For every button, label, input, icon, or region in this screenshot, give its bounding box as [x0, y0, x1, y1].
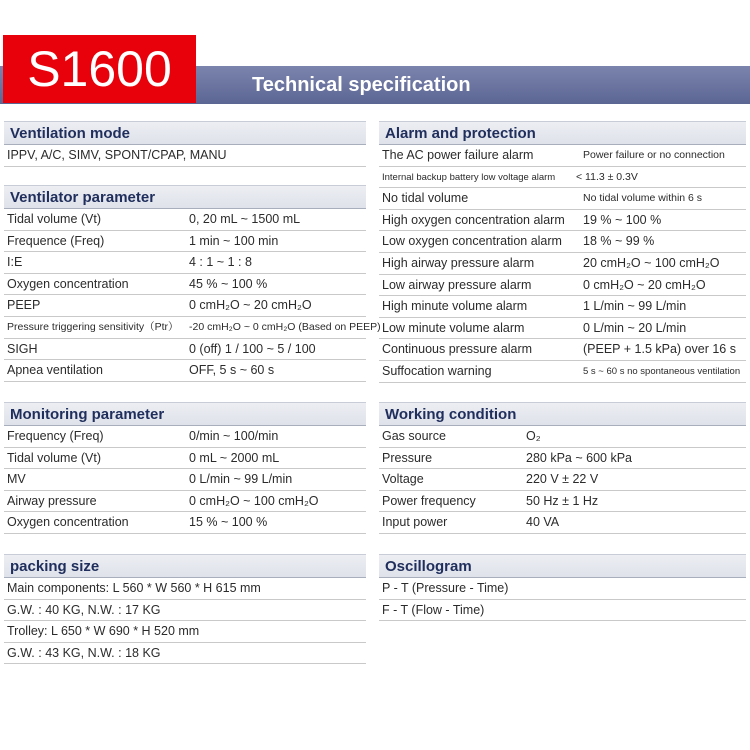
table-row	[4, 469, 366, 491]
packing-size-section	[4, 554, 366, 664]
condition-name: Input power	[382, 515, 448, 530]
table-row	[4, 426, 366, 448]
list-item	[4, 600, 366, 622]
param-value: -20 cmH₂O ~ 0 cmH₂O (Based on PEEP)	[189, 320, 381, 333]
table-row	[379, 253, 746, 275]
section-title: Working condition	[379, 402, 746, 426]
list-item	[4, 578, 366, 600]
section-title: Monitoring parameter	[4, 402, 366, 426]
table-row	[379, 231, 746, 253]
alarm-name: High minute volume alarm	[382, 299, 528, 314]
param-value: 0 L/min ~ 99 L/min	[189, 472, 293, 487]
section-title: Oscillogram	[379, 554, 746, 578]
param-name: Pressure triggering sensitivity（Ptr）	[7, 320, 179, 333]
condition-name: Voltage	[382, 472, 424, 487]
condition-value: 40 VA	[526, 515, 560, 530]
alarm-name: Suffocation warning	[382, 363, 492, 378]
param-name: MV	[7, 472, 26, 487]
monitoring-parameter-section	[4, 402, 366, 534]
page-title: Technical specification	[252, 74, 471, 96]
param-name: I:E	[7, 255, 23, 270]
param-value: 0/min ~ 100/min	[189, 429, 279, 443]
packing-line: Trolley: L 650 * W 690 * H 520 mm	[7, 624, 200, 639]
section-title: packing size	[4, 554, 366, 578]
ventilator-parameter-section	[4, 185, 381, 382]
param-name: Airway pressure	[7, 493, 97, 508]
param-name: Frequence (Freq)	[7, 233, 105, 248]
alarm-name: The AC power failure alarm	[382, 148, 534, 162]
condition-value: 220 V ± 22 V	[526, 472, 599, 487]
param-value: 0 cmH₂O ~ 20 cmH₂O	[189, 298, 312, 313]
table-row	[4, 448, 366, 470]
alarm-value: No tidal volume within 6 s	[583, 192, 703, 205]
condition-value: 280 kPa ~ 600 kPa	[526, 450, 632, 465]
param-value: 15 % ~ 100 %	[189, 515, 268, 530]
list-item	[379, 600, 746, 622]
table-row	[379, 275, 746, 297]
alarm-name: Low oxygen concentration alarm	[382, 234, 562, 249]
param-value: OFF, 5 s ~ 60 s	[189, 363, 275, 378]
alarm-value: 5 s ~ 60 s no spontaneous ventilation	[583, 365, 741, 377]
table-row	[379, 188, 746, 210]
param-name: Oxygen concentration	[7, 515, 129, 530]
table-row	[4, 491, 366, 513]
oscillogram-line: F - T (Flow - Time)	[382, 602, 485, 617]
param-value: 45 % ~ 100 %	[189, 276, 268, 291]
table-row	[4, 360, 366, 382]
table-row	[379, 512, 746, 534]
param-name: Apnea ventilation	[7, 363, 103, 378]
param-value: 0, 20 mL ~ 1500 mL	[189, 212, 301, 226]
alarm-value: (PEEP + 1.5 kPa) over 16 s	[583, 342, 736, 357]
alarm-value: 18 % ~ 99 %	[583, 234, 655, 249]
param-name: Tidal volume (Vt)	[7, 450, 102, 465]
condition-value: O₂	[526, 429, 541, 443]
table-row	[379, 296, 746, 318]
packing-line: Main components: L 560 * W 560 * H 615 mm	[7, 581, 261, 595]
table-row	[379, 167, 746, 189]
alarm-name: No tidal volume	[382, 191, 469, 206]
section-title: Alarm and protection	[379, 121, 746, 145]
list-item	[4, 643, 366, 665]
table-row	[4, 209, 366, 231]
oscillogram-section	[379, 554, 746, 621]
param-value: 0 cmH₂O ~ 100 cmH₂O	[189, 493, 319, 508]
alarm-name: Continuous pressure alarm	[382, 342, 533, 357]
condition-name: Pressure	[382, 450, 433, 465]
table-row	[379, 491, 746, 513]
condition-name: Power frequency	[382, 493, 476, 508]
alarm-protection-section	[379, 121, 746, 383]
table-row	[379, 361, 746, 383]
alarm-value: 1 L/min ~ 99 L/min	[583, 299, 687, 314]
oscillogram-line: P - T (Pressure - Time)	[382, 581, 509, 595]
param-value: 1 min ~ 100 min	[189, 233, 279, 248]
packing-line: G.W. : 40 KG, N.W. : 17 KG	[7, 602, 161, 617]
alarm-value: Power failure or no connection	[583, 149, 725, 161]
alarm-value: 0 cmH₂O ~ 20 cmH₂O	[583, 277, 706, 292]
table-row	[379, 426, 746, 448]
param-name: Tidal volume (Vt)	[7, 212, 102, 226]
table-row	[4, 295, 366, 317]
alarm-value: 19 % ~ 100 %	[583, 212, 662, 227]
param-value: 0 (off) 1 / 100 ~ 5 / 100	[189, 341, 316, 356]
list-item	[4, 621, 366, 643]
working-condition-section	[379, 402, 746, 534]
param-name: Frequency (Freq)	[7, 429, 104, 443]
table-row	[379, 339, 746, 361]
list-item	[4, 145, 366, 167]
alarm-name: High oxygen concentration alarm	[382, 212, 565, 227]
table-row	[4, 339, 366, 361]
section-title: Ventilator parameter	[4, 185, 366, 209]
alarm-value: < 11.3 ± 0.3V	[576, 170, 638, 183]
table-row	[4, 274, 366, 296]
alarm-name: Low minute volume alarm	[382, 320, 525, 335]
param-value: 4 : 1 ~ 1 : 8	[189, 255, 252, 270]
model-badge: S1600	[3, 35, 196, 103]
table-row	[4, 512, 366, 534]
section-title: Ventilation mode	[4, 121, 366, 145]
alarm-name: Internal backup battery low voltage alarm	[382, 171, 556, 183]
table-row	[4, 317, 381, 339]
table-row	[379, 145, 746, 167]
list-item	[379, 578, 746, 600]
alarm-name: High airway pressure alarm	[382, 255, 535, 270]
table-row	[4, 252, 366, 274]
param-value: 0 mL ~ 2000 mL	[189, 450, 280, 465]
table-row	[4, 231, 366, 253]
table-row	[379, 448, 746, 470]
condition-name: Gas source	[382, 429, 446, 443]
alarm-value: 20 cmH₂O ~ 100 cmH₂O	[583, 255, 720, 270]
ventilation-mode-section	[4, 121, 366, 167]
table-row	[379, 318, 746, 340]
alarm-name: Low airway pressure alarm	[382, 277, 532, 292]
param-name: PEEP	[7, 298, 41, 313]
packing-line: G.W. : 43 KG, N.W. : 18 KG	[7, 645, 161, 660]
alarm-value: 0 L/min ~ 20 L/min	[583, 320, 687, 335]
condition-value: 50 Hz ± 1 Hz	[526, 493, 599, 508]
ventilation-mode-text: IPPV, A/C, SIMV, SPONT/CPAP, MANU	[7, 148, 227, 162]
table-row	[379, 469, 746, 491]
param-name: SIGH	[7, 341, 38, 356]
table-row	[379, 210, 746, 232]
param-name: Oxygen concentration	[7, 276, 129, 291]
